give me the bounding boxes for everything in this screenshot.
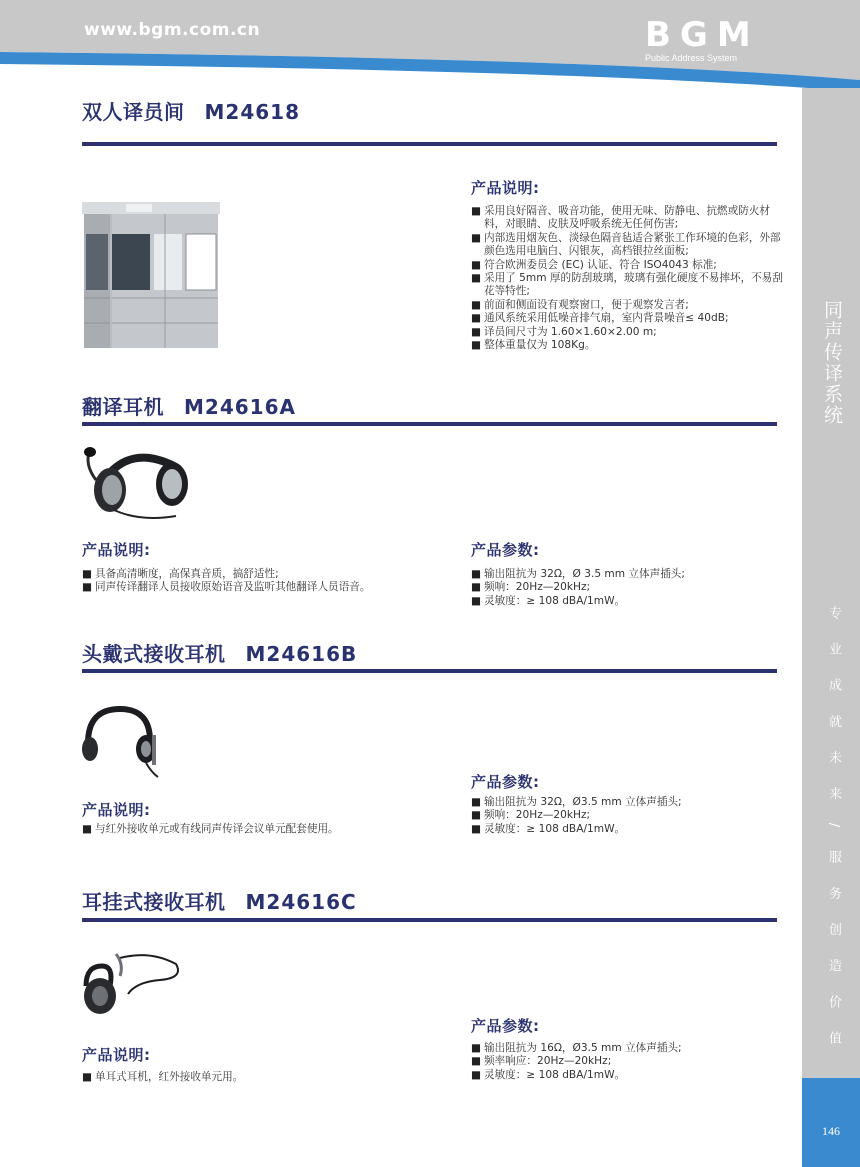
section-title-interpreter-headphone (82, 391, 296, 420)
description-heading: 产品说明: (82, 801, 151, 819)
side-title: 同声传译系统 (821, 300, 843, 426)
product-name: 双人译员间 (82, 100, 185, 124)
list-item: ■ 同声传译翻译人员接收原始语音及监听其他翻译人员语音。 (82, 581, 382, 594)
list-item: ■ 输出阻抗为 16Ω，Ø3.5 mm 立体声插头; (471, 1042, 781, 1055)
page-header (0, 0, 860, 95)
site-url: www.bgm.com.cn (84, 20, 261, 40)
params-list (471, 568, 781, 608)
description-heading: 产品说明: (471, 179, 540, 197)
section-divider (82, 142, 777, 146)
product-model: M24618 (204, 100, 300, 124)
list-item: ■ 内部选用烟灰色、淡绿色隔音毡适合紧张工作环境的色彩，外部颜色选用电脑白、闪银灰，高档银拉丝面板; (471, 232, 783, 259)
description-heading: 产品说明: (82, 1046, 151, 1064)
description-list (82, 1071, 402, 1084)
list-item: ■ 单耳式耳机，红外接收单元用。 (82, 1071, 402, 1084)
list-item: ■ 灵敏度：≥ 108 dBA/1mW。 (471, 823, 781, 836)
list-item: ■ 整体重量仅为 108Kg。 (471, 339, 783, 352)
list-item: ■ 输出阻抗为 32Ω，Ø3.5 mm 立体声插头; (471, 796, 781, 809)
page-number: 146 (822, 1124, 840, 1138)
ear-hook-receiver-image (80, 950, 184, 1020)
product-name: 翻译耳机 (82, 395, 164, 419)
product-name: 头戴式接收耳机 (82, 642, 226, 666)
interpreter-booth-image (82, 198, 222, 350)
list-item: ■ 灵敏度：≥ 108 dBA/1mW。 (471, 1069, 781, 1082)
description-list (82, 568, 382, 595)
params-heading: 产品参数: (471, 1017, 540, 1035)
product-model: M24616C (245, 890, 357, 914)
section-divider (82, 422, 777, 426)
brand-logo (645, 15, 765, 63)
params-heading: 产品参数: (471, 773, 540, 791)
description-list (82, 823, 402, 836)
list-item: ■ 通风系统采用低噪音排气扇，室内背景噪音≤ 40dB; (471, 312, 783, 325)
side-bar-footer (802, 1078, 860, 1167)
list-item: ■ 频响：20Hz—20kHz; (471, 581, 781, 594)
headset-receiver-image (80, 705, 162, 780)
brand-tagline: Public Address System (645, 53, 738, 63)
product-model: M24616B (245, 642, 358, 666)
params-list (471, 796, 781, 836)
section-divider (82, 669, 777, 673)
params-heading: 产品参数: (471, 541, 540, 559)
list-item: ■ 符合欧洲委员会 (EC) 认证、符合 ISO4043 标准; (471, 259, 783, 272)
section-title-ear-hook-receiver (82, 886, 357, 915)
list-item: ■ 输出阻抗为 32Ω，Ø 3.5 mm 立体声插头; (471, 568, 781, 581)
list-item: ■ 频率响应：20Hz—20kHz; (471, 1055, 781, 1068)
list-item: ■ 译员间尺寸为 1.60×1.60×2.00 m; (471, 326, 783, 339)
description-list (471, 205, 783, 352)
description-heading: 产品说明: (82, 541, 151, 559)
list-item: ■ 采用良好隔音、吸音功能，使用无味、防静电、抗燃或防火材料，对眼睛、皮肤及呼吸系统无任何伤害; (471, 205, 783, 232)
list-item: ■ 频响：20Hz—20kHz; (471, 809, 781, 822)
product-name: 耳挂式接收耳机 (82, 890, 226, 914)
params-list (471, 1042, 781, 1082)
product-model: M24616A (184, 395, 296, 419)
section-title-booth (82, 96, 300, 125)
brand-name: BGM (645, 15, 760, 55)
section-divider (82, 918, 777, 922)
list-item: ■ 与红外接收单元或有线同声传译会议单元配套使用。 (82, 823, 402, 836)
list-item: ■ 具备高清晰度，高保真音质，搞舒适性; (82, 568, 382, 581)
side-slogan: 专 业 成 就 未 来 / 服 务 创 造 价 值 (826, 606, 841, 1054)
list-item: ■ 前面和侧面设有观察窗口，便于观察发言者; (471, 299, 783, 312)
list-item: ■ 采用了 5mm 厚的防刮玻璃，玻璃有强化硬度不易摔坏，不易刮花等特性; (471, 272, 783, 299)
list-item: ■ 灵敏度：≥ 108 dBA/1mW。 (471, 595, 781, 608)
section-title-headset-receiver (82, 638, 357, 667)
interpreter-headphone-image (80, 440, 196, 522)
